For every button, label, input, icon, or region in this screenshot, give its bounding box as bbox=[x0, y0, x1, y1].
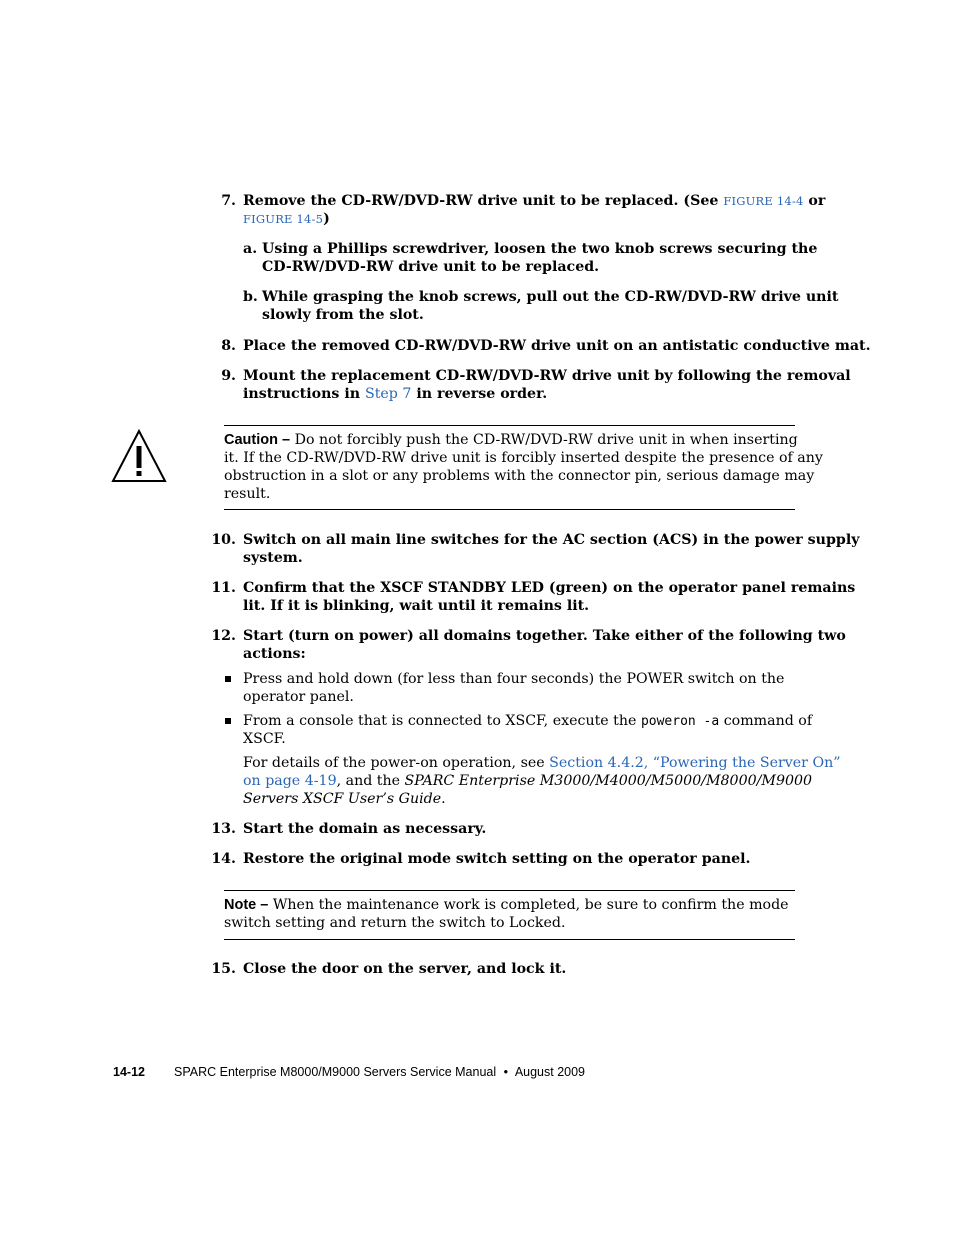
bullet-2-line-2: XSCF. bbox=[243, 731, 286, 747]
note-line-2: switch setting and return the switch to Locked. bbox=[224, 915, 566, 931]
step-7-line-2 bbox=[243, 210, 330, 228]
figure-14-4-link[interactable]: FIGURE 14-4 bbox=[723, 194, 804, 208]
xscf-guide-title-1: SPARC Enterprise M3000/M4000/M5000/M8000/M9000 bbox=[404, 773, 813, 789]
footer-page-number: 14-12 bbox=[113, 1065, 145, 1079]
substep-a-line-2: CD-RW/DVD-RW drive unit to be replaced. bbox=[262, 259, 600, 275]
step-10-line-1: Switch on all main line switches for the AC section (ACS) in the power supply bbox=[243, 532, 860, 548]
step-8-number: 8. bbox=[221, 338, 236, 354]
step-12-line-1: Start (turn on power) all domains together. Take either of the following two bbox=[243, 628, 846, 644]
bullet-1-marker bbox=[225, 676, 231, 682]
page-4-19-link[interactable]: on page 4-19 bbox=[243, 773, 337, 789]
substep-a-label: a. bbox=[243, 241, 258, 257]
step-14-number: 14. bbox=[211, 851, 236, 867]
step-9-line-2 bbox=[243, 385, 547, 403]
section-4-4-2-link[interactable]: Section 4.4.2, “Powering the Server On” bbox=[549, 755, 841, 771]
step-9-line-1: Mount the replacement CD-RW/DVD-RW drive unit by following the removal bbox=[243, 368, 851, 384]
note-bottom-rule bbox=[224, 939, 795, 940]
step-15-number: 15. bbox=[211, 961, 236, 977]
step-13-text: Start the domain as necessary. bbox=[243, 821, 487, 837]
step-11-line-1: Confirm that the XSCF STANDBY LED (green) on the operator panel remains bbox=[243, 580, 856, 596]
step-11-number: 11. bbox=[211, 580, 236, 596]
poweron-command: poweron -a bbox=[640, 714, 720, 729]
caution-label: Caution – bbox=[224, 432, 291, 448]
step-13-number: 13. bbox=[211, 821, 236, 837]
step-7-line-1 bbox=[243, 192, 825, 210]
details-mid: , and the bbox=[336, 773, 405, 789]
details-line-2 bbox=[243, 772, 812, 790]
figure-14-5-link[interactable]: FIGURE 14-5 bbox=[243, 212, 324, 226]
footer-separator: • bbox=[503, 1065, 509, 1079]
step-7-number: 7. bbox=[221, 193, 236, 209]
details-line-3 bbox=[243, 790, 446, 808]
step-15-text: Close the door on the server, and lock it. bbox=[243, 961, 567, 977]
substep-b-line-2: slowly from the slot. bbox=[262, 307, 424, 323]
substep-b-label: b. bbox=[243, 289, 258, 305]
details-line-1 bbox=[243, 754, 841, 772]
footer-date: August 2009 bbox=[514, 1065, 586, 1079]
caution-text: Do not forcibly push the CD-RW/DVD-RW drive unit in when inserting bbox=[290, 432, 798, 448]
step-9-text-end: in reverse order. bbox=[411, 386, 548, 402]
step-9-number: 9. bbox=[221, 368, 236, 384]
xscf-guide-title-2: Servers XSCF User’s Guide bbox=[243, 791, 442, 807]
bullet-1-line-1: Press and hold down (for less than four seconds) the POWER switch on the bbox=[243, 671, 785, 687]
caution-line-2: it. If the CD-RW/DVD-RW drive unit is forcibly inserted despite the presence of any bbox=[224, 450, 823, 466]
details-end: . bbox=[441, 791, 446, 807]
note-text: When the maintenance work is completed, be sure to confirm the mode bbox=[268, 897, 789, 913]
caution-line-3: obstruction in a slot or any problems with the connector pin, serious damage may bbox=[224, 468, 815, 484]
caution-line-1 bbox=[224, 431, 798, 449]
details-text: For details of the power-on operation, see bbox=[243, 755, 550, 771]
warning-triangle-icon bbox=[111, 429, 167, 483]
bullet-2-marker bbox=[225, 718, 231, 724]
step-7-text: Remove the CD-RW/DVD-RW drive unit to be replaced. (See bbox=[243, 193, 724, 209]
caution-top-rule bbox=[224, 425, 795, 426]
step-11-line-2: lit. If it is blinking, wait until it remains lit. bbox=[243, 598, 590, 614]
step-7-or: or bbox=[803, 193, 826, 209]
caution-line-4: result. bbox=[224, 486, 271, 502]
step-12-number: 12. bbox=[211, 628, 236, 644]
bullet-2-line-1 bbox=[243, 712, 812, 731]
step-10-number: 10. bbox=[211, 532, 236, 548]
footer-title: SPARC Enterprise M8000/M9000 Servers Service Manual bbox=[174, 1065, 497, 1079]
step-7-link[interactable]: Step 7 bbox=[364, 386, 412, 402]
bullet-2-text-end: command of bbox=[719, 713, 813, 729]
step-7-close-paren: ) bbox=[323, 211, 330, 227]
substep-a-line-1: Using a Phillips screwdriver, loosen the two knob screws securing the bbox=[262, 241, 818, 257]
step-8-text: Place the removed CD-RW/DVD-RW drive unit on an antistatic conductive mat. bbox=[243, 338, 871, 354]
footer-manual-title bbox=[174, 1063, 585, 1081]
bullet-2-text: From a console that is connected to XSCF, execute the bbox=[243, 713, 641, 729]
substep-b-line-1: While grasping the knob screws, pull out the CD-RW/DVD-RW drive unit bbox=[262, 289, 839, 305]
step-14-text: Restore the original mode switch setting on the operator panel. bbox=[243, 851, 751, 867]
bullet-1-line-2: operator panel. bbox=[243, 689, 354, 705]
note-line-1 bbox=[224, 896, 789, 914]
note-label: Note – bbox=[224, 897, 269, 913]
caution-bottom-rule bbox=[224, 509, 795, 510]
step-10-line-2: system. bbox=[243, 550, 303, 566]
step-9-text: instructions in bbox=[243, 386, 365, 402]
step-12-line-2: actions: bbox=[243, 646, 306, 662]
note-top-rule bbox=[224, 890, 795, 891]
